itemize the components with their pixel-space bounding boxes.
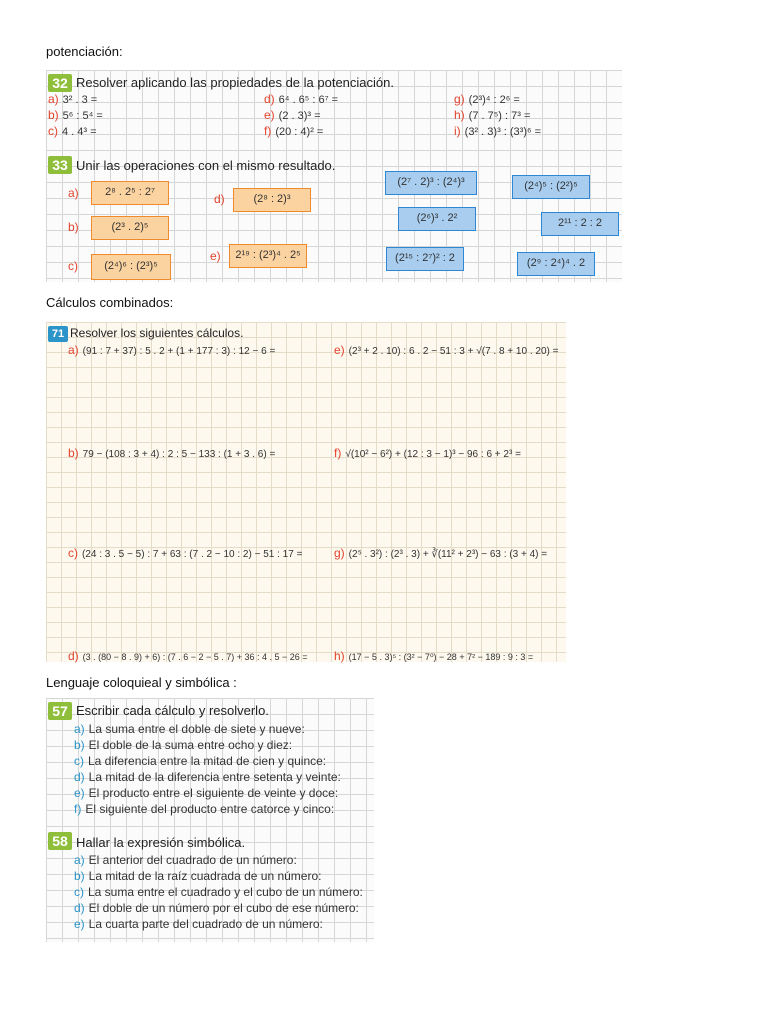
expression-box-blue[interactable]: (2⁴)⁵ : (2²)⁵ — [512, 175, 590, 199]
exercise-33-label: a) — [68, 186, 79, 200]
exercise-57-item: d) La mitad de la diferencia entre setenta y veinte: — [74, 770, 341, 784]
expression-box-orange[interactable]: 2¹⁹ : (2³)⁴ . 2⁵ — [229, 244, 307, 268]
expression-box-blue[interactable]: (2⁹ : 2⁴)⁴ . 2 — [517, 252, 595, 276]
exercise-title-33: Unir las operaciones con el mismo resultado. — [76, 158, 336, 173]
exercise-71-item: g) (2⁵ . 3²) : (2³ . 3) + ∛(11² + 2³) − 63 : (3 + 4) = — [334, 546, 548, 560]
exercise-71-item: d) (3 . (80 − 8 . 9) + 6) : (7 . 6 − 2 − 5 . 7) + 36 : 4 . 5 − 26 = — [68, 649, 308, 663]
expression-box-orange[interactable]: (2⁸ : 2)³ — [233, 188, 311, 212]
exercise-57-item: e) El producto entre el siguiente de veinte y doce: — [74, 786, 339, 800]
exercise-71-item: a) (91 : 7 + 37) : 5 . 2 + (1 + 177 : 3) : 12 − 6 = — [68, 343, 276, 357]
exercise-33-label: e) — [210, 249, 221, 263]
exercise-32-item: a) 3² . 3 = — [48, 92, 98, 106]
heading-potenciacion: potenciación: — [46, 44, 123, 59]
expression-box-blue[interactable]: (2⁶)³ . 2² — [398, 207, 476, 231]
exercise-71-item: h) (17 − 5 . 3)⁵ : (3² − 7⁰) − 28 + 7² − 189 : 9 : 3 = — [334, 649, 534, 663]
exercise-number-58: 58 — [48, 832, 72, 850]
exercise-57-item: a) La suma entre el doble de siete y nueve: — [74, 722, 305, 736]
exercise-32-item: c) 4 . 4³ = — [48, 124, 97, 138]
exercise-71-item: c) (24 : 3 . 5 − 5) : 7 + 63 : (7 . 2 − 10 : 2) − 51 : 17 = — [68, 546, 303, 560]
exercise-number-33: 33 — [48, 156, 72, 174]
exercise-71-item: e) (2³ + 2 . 10) : 6 . 2 − 51 : 3 + √(7 . 8 + 10 . 20) = — [334, 343, 559, 357]
exercise-33-label: b) — [68, 220, 79, 234]
exercise-71-item: f) √(10² − 6²) + (12 : 3 − 1)³ − 96 : 6 + 2³ = — [334, 446, 521, 460]
exercise-sheet-calculos — [46, 322, 566, 662]
expression-box-blue[interactable]: 2¹¹ : 2 : 2 — [541, 212, 619, 236]
exercise-title-58: Hallar la expresión simbólica. — [76, 835, 246, 850]
exercise-33-label: c) — [68, 259, 78, 273]
exercise-number-32: 32 — [48, 74, 72, 92]
exercise-sheet-potenciacion — [46, 70, 622, 282]
exercise-32-item: h) (7 . 7⁵) : 7³ = — [454, 108, 531, 122]
exercise-32-item: g) (2³)⁴ : 2⁶ = — [454, 92, 520, 106]
exercise-58-item: e) La cuarta parte del cuadrado de un número: — [74, 917, 323, 931]
heading-lenguaje: Lenguaje coloquieal y simbólica : — [46, 675, 237, 690]
expression-box-blue[interactable]: (2¹⁵ : 2⁷)² : 2 — [386, 247, 464, 271]
exercise-number-57: 57 — [48, 702, 72, 720]
exercise-57-item: f) El siguiente del producto entre catorce y cinco: — [74, 802, 335, 816]
exercise-58-item: a) El anterior del cuadrado de un número: — [74, 853, 297, 867]
expression-box-orange[interactable]: (2³ . 2)⁵ — [91, 216, 169, 240]
exercise-71-item: b) 79 − (108 : 3 + 4) : 2 : 5 − 133 : (1 + 3 . 6) = — [68, 446, 276, 460]
expression-box-orange[interactable]: 2⁸ . 2⁵ : 2⁷ — [91, 181, 169, 205]
exercise-57-item: c) La diferencia entre la mitad de cien y quince: — [74, 754, 327, 768]
exercise-number-71: 71 — [48, 326, 68, 342]
exercise-57-item: b) El doble de la suma entre ocho y diez: — [74, 738, 293, 752]
exercise-32-item: f) (20 : 4)² = — [264, 124, 324, 138]
exercise-sheet-lenguaje — [46, 698, 374, 942]
exercise-32-item: b) 5⁶ : 5⁴ = — [48, 108, 103, 122]
exercise-title-57: Escribir cada cálculo y resolverlo. — [76, 703, 269, 718]
exercise-33-label: d) — [214, 192, 225, 206]
exercise-32-item: e) (2 . 3)³ = — [264, 108, 321, 122]
exercise-title-32: Resolver aplicando las propiedades de la potenciación. — [76, 75, 394, 90]
exercise-32-item: i) (3² . 3)³ : (3³)⁶ = — [454, 124, 542, 138]
exercise-58-item: d) El doble de un número por el cubo de ese número: — [74, 901, 359, 915]
exercise-58-item: b) La mitad de la raíz cuadrada de un número: — [74, 869, 322, 883]
heading-calculos-combinados: Cálculos combinados: — [46, 295, 174, 310]
expression-box-orange[interactable]: (2⁴)⁶ : (2³)⁵ — [91, 254, 171, 280]
exercise-58-item: c) La suma entre el cuadrado y el cubo de un número: — [74, 885, 363, 899]
exercise-title-71: Resolver los siguientes cálculos. — [70, 326, 244, 340]
expression-box-blue[interactable]: (2⁷ . 2)³ : (2⁴)³ — [385, 171, 477, 195]
exercise-32-item: d) 6⁴ . 6⁵ : 6⁷ = — [264, 92, 339, 106]
